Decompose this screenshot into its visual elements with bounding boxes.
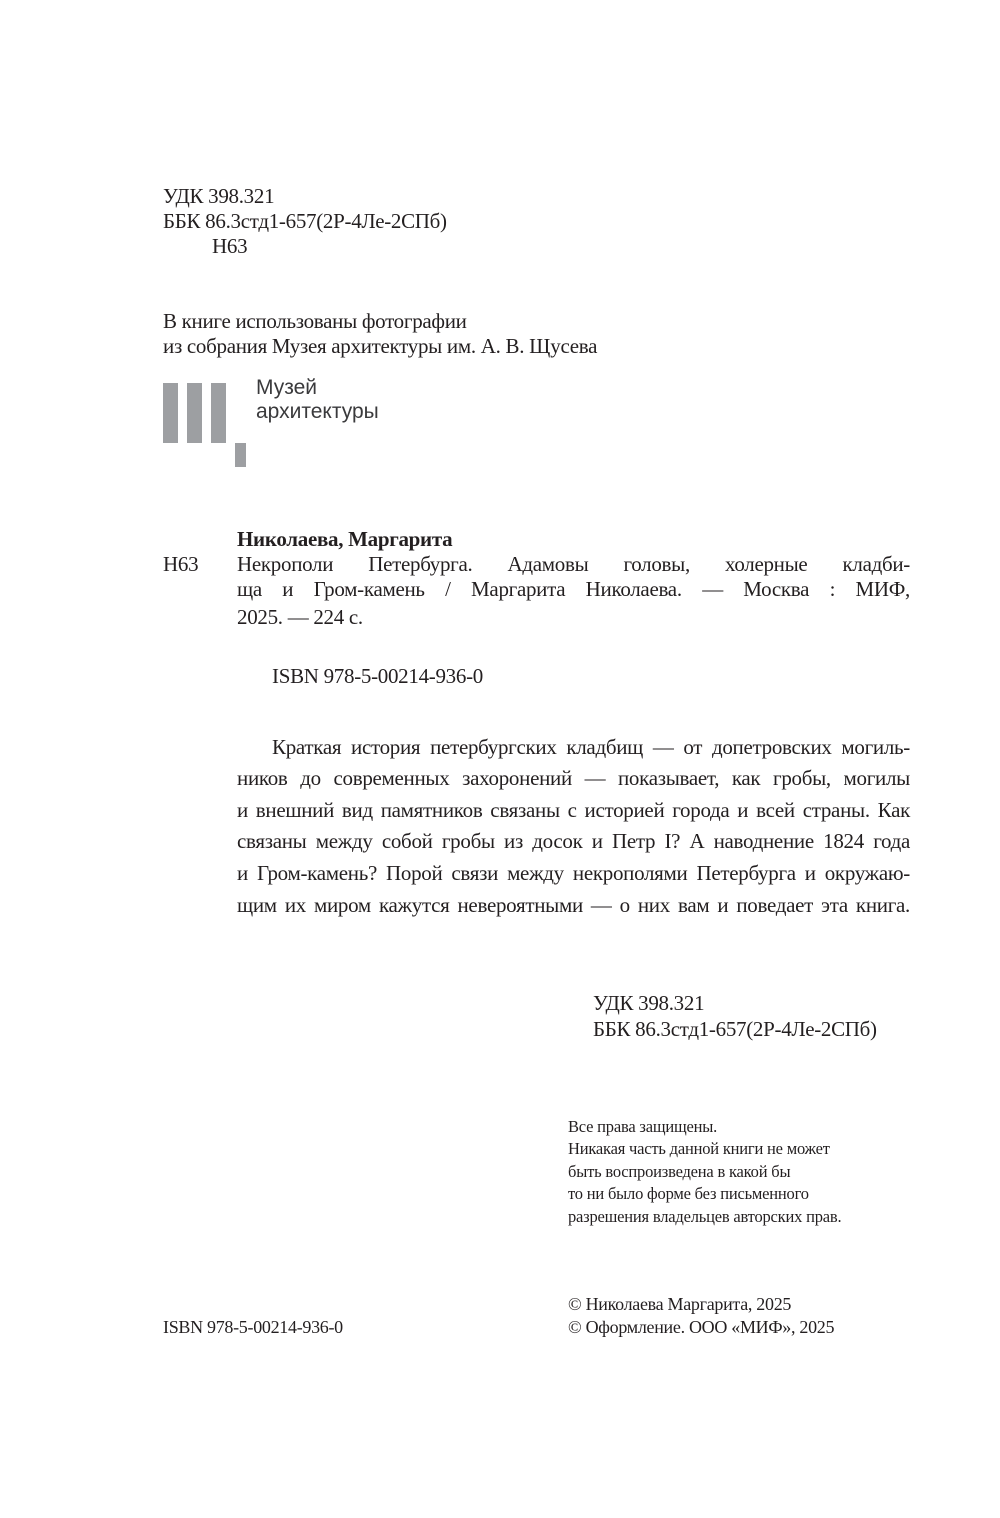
logo-bar [211,383,226,443]
logo-bar [187,383,202,443]
rights-line: Все права защищены. [568,1117,718,1136]
logo-text: архитектуры [256,400,379,423]
rights-line: Никакая часть данной книги не может [568,1139,830,1158]
udk-top: УДК 398.321 [163,184,275,208]
bbk-top: ББК 86.3стд1-657(2Р-4Ле-2СПб) [163,209,447,233]
rights-line: быть воспроизведена в какой бы [568,1162,791,1181]
annotation-line: и внешний вид памятников связаны с историей города и всей страны. Как [237,798,910,822]
photo-credit-line: из собрания Музея архитектуры им. А. В. Щусева [163,334,598,358]
rights-line: разрешения владельцев авторских прав. [568,1207,842,1226]
annotation-line: Краткая история петербургских кладбищ — от допетровских могиль- [272,735,910,759]
copyright-line: © Николаева Маргарита, 2025 [568,1294,792,1314]
annotation-line: ников до современных захоронений — показывает, как гробы, могилы [237,766,910,790]
photo-credit-line: В книге использованы фотографии [163,309,467,333]
catalog-description-line: ща и Гром-камень / Маргарита Николаева. — Москва : МИФ, [237,577,910,601]
rights-line: то ни было форме без письменного [568,1184,809,1203]
catalog-author-mark: Н63 [163,552,199,576]
author-mark-top: Н63 [212,234,248,258]
catalog-description-line: Некрополи Петербурга. Адамовы головы, холерные кладби- [237,552,910,576]
copyright-line: © Оформление. ООО «МИФ», 2025 [568,1317,835,1337]
annotation-line: щим их миром кажутся невероятными — о них вам и поведает эта книга. [237,893,910,917]
udk-bottom: УДК 398.321 [593,991,705,1015]
catalog-isbn: ISBN 978-5-00214-936-0 [272,664,483,688]
annotation-line: и Гром-камень? Порой связи между некрополями Петербурга и окружаю- [237,861,910,885]
catalog-author: Николаева, Маргарита [237,527,453,551]
isbn-bottom: ISBN 978-5-00214-936-0 [163,1317,343,1337]
catalog-description-line: 2025. — 224 с. [237,605,363,629]
bbk-bottom: ББК 86.3стд1-657(2Р-4Ле-2СПб) [593,1017,877,1041]
annotation-line: связаны между собой гробы из досок и Петр I? А наводнение 1824 года [237,829,910,853]
logo-text: Музей [256,376,318,399]
logo-bar [235,443,246,467]
logo-bar [163,383,178,443]
